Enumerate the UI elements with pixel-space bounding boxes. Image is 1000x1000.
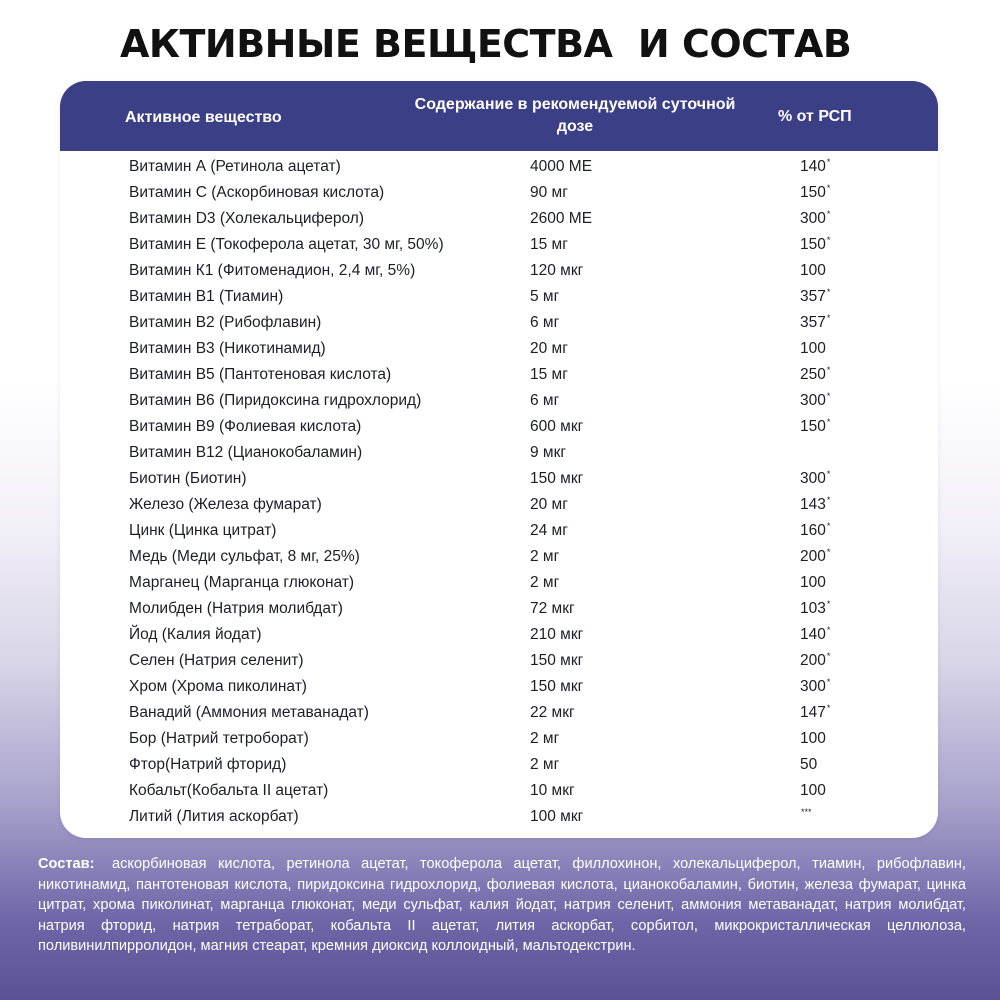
daily-dose: 20 мг [530, 340, 568, 357]
rsp-percent [800, 804, 812, 831]
table-row [60, 388, 938, 414]
composition-paragraph [38, 854, 966, 957]
rsp-percent [800, 336, 827, 363]
table-row [60, 674, 938, 700]
rsp-value: 150 [800, 184, 826, 201]
footnote-mark: * [826, 313, 831, 323]
rsp-percent [800, 310, 830, 337]
substance-name: Витамин В3 (Никотинамид) [129, 340, 326, 357]
daily-dose: 150 мкг [530, 678, 584, 695]
substance-name: Витамин Е (Токоферола ацетат, 30 мг, 50%) [129, 236, 444, 253]
table-row [60, 622, 938, 648]
table-row [60, 440, 938, 466]
footnote-mark: * [826, 469, 831, 479]
rsp-percent [800, 622, 830, 649]
table-row [60, 752, 938, 778]
active-substances-table [60, 81, 938, 838]
substance-name: Фтор(Натрий фторид) [129, 756, 287, 773]
table-row [60, 778, 938, 804]
footnote-mark: * [826, 651, 831, 661]
table-row [60, 570, 938, 596]
daily-dose: 6 мг [530, 392, 560, 409]
rsp-percent [800, 466, 830, 493]
header-rsp-percent: % от РСП [778, 108, 852, 125]
rsp-value: 147 [800, 704, 826, 721]
rsp-percent [800, 232, 830, 259]
footnote-mark: * [826, 157, 831, 167]
rsp-percent [800, 284, 830, 311]
daily-dose: 2 мг [530, 574, 560, 591]
rsp-percent [800, 518, 830, 545]
substance-name: Витамин В2 (Рибофлавин) [129, 314, 322, 331]
rsp-percent [800, 154, 830, 181]
substance-name: Бор (Натрий тетроборат) [129, 730, 309, 747]
table-body [60, 154, 938, 830]
substance-name: Витамин В12 (Цианокобаламин) [129, 444, 363, 461]
footnote-mark: * [826, 625, 831, 635]
daily-dose: 90 мг [530, 184, 568, 201]
rsp-value: 150 [800, 418, 826, 435]
daily-dose: 10 мкг [530, 782, 575, 799]
daily-dose: 150 мкг [530, 470, 584, 487]
substance-name: Витамин С (Аскорбиновая кислота) [129, 184, 385, 201]
rsp-value: 100 [800, 782, 826, 799]
rsp-value: 300 [800, 210, 826, 227]
rsp-value: 140 [800, 626, 826, 643]
daily-dose: 6 мг [530, 314, 560, 331]
rsp-value: 100 [800, 574, 826, 591]
table-row [60, 284, 938, 310]
substance-name: Молибден (Натрия молибдат) [129, 600, 343, 617]
daily-dose: 15 мг [530, 236, 568, 253]
substance-name: Витамин D3 (Холекальциферол) [129, 210, 364, 227]
composition-text: аскорбиновая кислота, ретинола ацетат, токоферола ацетат, филлохинон, холекальциферол, тиамин, рибофлавин, никотинамид, пантотеновая кислота, пиридоксина гидрохлорид, фолиевая кислота, цианокобаламин, биотин, железа фумарат, цинка цитрат, хрома пиколинат, марганца глюконат, меди сульфат, калия йодат, натрия селенит, аммония метаванадат, натрия молибдат, натрия фторид, натрия тетраборат, кобальта II ацетат, лития аскорбат, сорбитол, микрокристаллическая целлюлоза, поливинилпирролидон, магния стеарат, кремния диоксид коллоидный, мальтодекстрин. [38, 856, 966, 954]
rsp-value: 300 [800, 470, 826, 487]
table-row [60, 258, 938, 284]
rsp-percent [800, 206, 830, 233]
rsp-value: 357 [800, 288, 826, 305]
daily-dose: 5 мг [530, 288, 560, 305]
daily-dose: 120 мкг [530, 262, 584, 279]
footnote-mark: * [826, 521, 831, 531]
daily-dose: 24 мг [530, 522, 568, 539]
daily-dose: 4000 МЕ [530, 158, 593, 175]
footnote-mark: * [826, 287, 831, 297]
table-header [60, 81, 938, 151]
table-row [60, 648, 938, 674]
substance-name: Кобальт(Кобальта II ацетат) [129, 782, 329, 799]
table-row [60, 232, 938, 258]
substance-name: Йод (Калия йодат) [129, 626, 262, 643]
composition-label: Состав: [38, 856, 95, 872]
table-row [60, 414, 938, 440]
daily-dose: 2600 МЕ [530, 210, 593, 227]
rsp-percent [800, 700, 830, 727]
rsp-value: 103 [800, 600, 826, 617]
substance-name: Витамин В5 (Пантотеновая кислота) [129, 366, 392, 383]
daily-dose: 15 мг [530, 366, 568, 383]
table-row [60, 492, 938, 518]
daily-dose: 22 мкг [530, 704, 575, 721]
daily-dose: 150 мкг [530, 652, 584, 669]
table-row [60, 180, 938, 206]
rsp-percent [800, 778, 827, 805]
rsp-percent [800, 180, 830, 207]
substance-name: Хром (Хрома пиколинат) [129, 678, 307, 695]
rsp-value: 250 [800, 366, 826, 383]
footnote-mark: *** [801, 807, 812, 817]
rsp-value: 140 [800, 158, 826, 175]
rsp-percent [800, 492, 830, 519]
footnote-mark: * [826, 599, 831, 609]
substance-name: Витамин В9 (Фолиевая кислота) [129, 418, 362, 435]
daily-dose: 2 мг [530, 756, 560, 773]
table-row [60, 206, 938, 232]
rsp-percent [800, 362, 830, 389]
daily-dose: 2 мг [530, 548, 560, 565]
table-row [60, 700, 938, 726]
rsp-value: 50 [800, 756, 818, 773]
daily-dose: 210 мкг [530, 626, 584, 643]
table-row [60, 154, 938, 180]
substance-name: Литий (Лития аскорбат) [129, 808, 299, 825]
substance-name: Витамин А (Ретинола ацетат) [129, 158, 341, 175]
rsp-value: 150 [800, 236, 826, 253]
page-title: АКТИВНЫЕ ВЕЩЕСТВА И СОСТАВ [120, 22, 852, 66]
footnote-mark: * [826, 495, 831, 505]
table-row [60, 466, 938, 492]
footnote-mark: * [826, 703, 831, 713]
rsp-percent [800, 388, 830, 415]
rsp-percent [800, 648, 830, 675]
table-row [60, 804, 938, 830]
rsp-value: 160 [800, 522, 826, 539]
footnote-mark: * [826, 365, 831, 375]
substance-name: Селен (Натрия селенит) [129, 652, 304, 669]
rsp-percent [800, 440, 801, 467]
header-substance: Активное вещество [125, 109, 282, 126]
substance-name: Биотин (Биотин) [129, 470, 247, 487]
rsp-value: 200 [800, 652, 826, 669]
rsp-percent [800, 726, 827, 753]
rsp-percent [800, 674, 830, 701]
daily-dose: 20 мг [530, 496, 568, 513]
rsp-percent [800, 752, 818, 779]
table-row [60, 518, 938, 544]
rsp-value: 100 [800, 262, 826, 279]
rsp-value: 100 [800, 730, 826, 747]
daily-dose: 9 мкг [530, 444, 567, 461]
substance-name: Витамин В1 (Тиамин) [129, 288, 284, 305]
footnote-mark: * [826, 235, 831, 245]
rsp-value: 200 [800, 548, 826, 565]
substance-name: Железо (Железа фумарат) [129, 496, 322, 513]
rsp-percent [800, 596, 830, 623]
table-row [60, 362, 938, 388]
table-row [60, 726, 938, 752]
daily-dose: 100 мкг [530, 808, 584, 825]
substance-name: Ванадий (Аммония метаванадат) [129, 704, 369, 721]
footnote-mark: * [826, 417, 831, 427]
footnote-mark: * [826, 547, 831, 557]
footnote-mark: * [826, 391, 831, 401]
rsp-percent [800, 414, 830, 441]
daily-dose: 72 мкг [530, 600, 575, 617]
footnote-mark: * [826, 209, 831, 219]
footnote-mark: * [826, 183, 831, 193]
rsp-value: 143 [800, 496, 826, 513]
table-row [60, 336, 938, 362]
rsp-value: 300 [800, 392, 826, 409]
substance-name: Цинк (Цинка цитрат) [129, 522, 277, 539]
daily-dose: 600 мкг [530, 418, 584, 435]
rsp-value: 300 [800, 678, 826, 695]
daily-dose: 2 мг [530, 730, 560, 747]
rsp-value: 357 [800, 314, 826, 331]
table-row [60, 544, 938, 570]
substance-name: Марганец (Марганца глюконат) [129, 574, 355, 591]
substance-name: Витамин К1 (Фитоменадион, 2,4 мг, 5%) [129, 262, 416, 279]
rsp-percent [800, 258, 827, 285]
header-dose: Содержание в рекомендуемой суточной дозе [414, 96, 736, 135]
table-row [60, 310, 938, 336]
substance-name: Витамин В6 (Пиридоксина гидрохлорид) [129, 392, 422, 409]
rsp-value: 100 [800, 340, 826, 357]
rsp-percent [800, 570, 827, 597]
table-row [60, 596, 938, 622]
substance-name: Медь (Меди сульфат, 8 мг, 25%) [129, 548, 360, 565]
footnote-mark: * [826, 677, 831, 687]
rsp-percent [800, 544, 830, 571]
